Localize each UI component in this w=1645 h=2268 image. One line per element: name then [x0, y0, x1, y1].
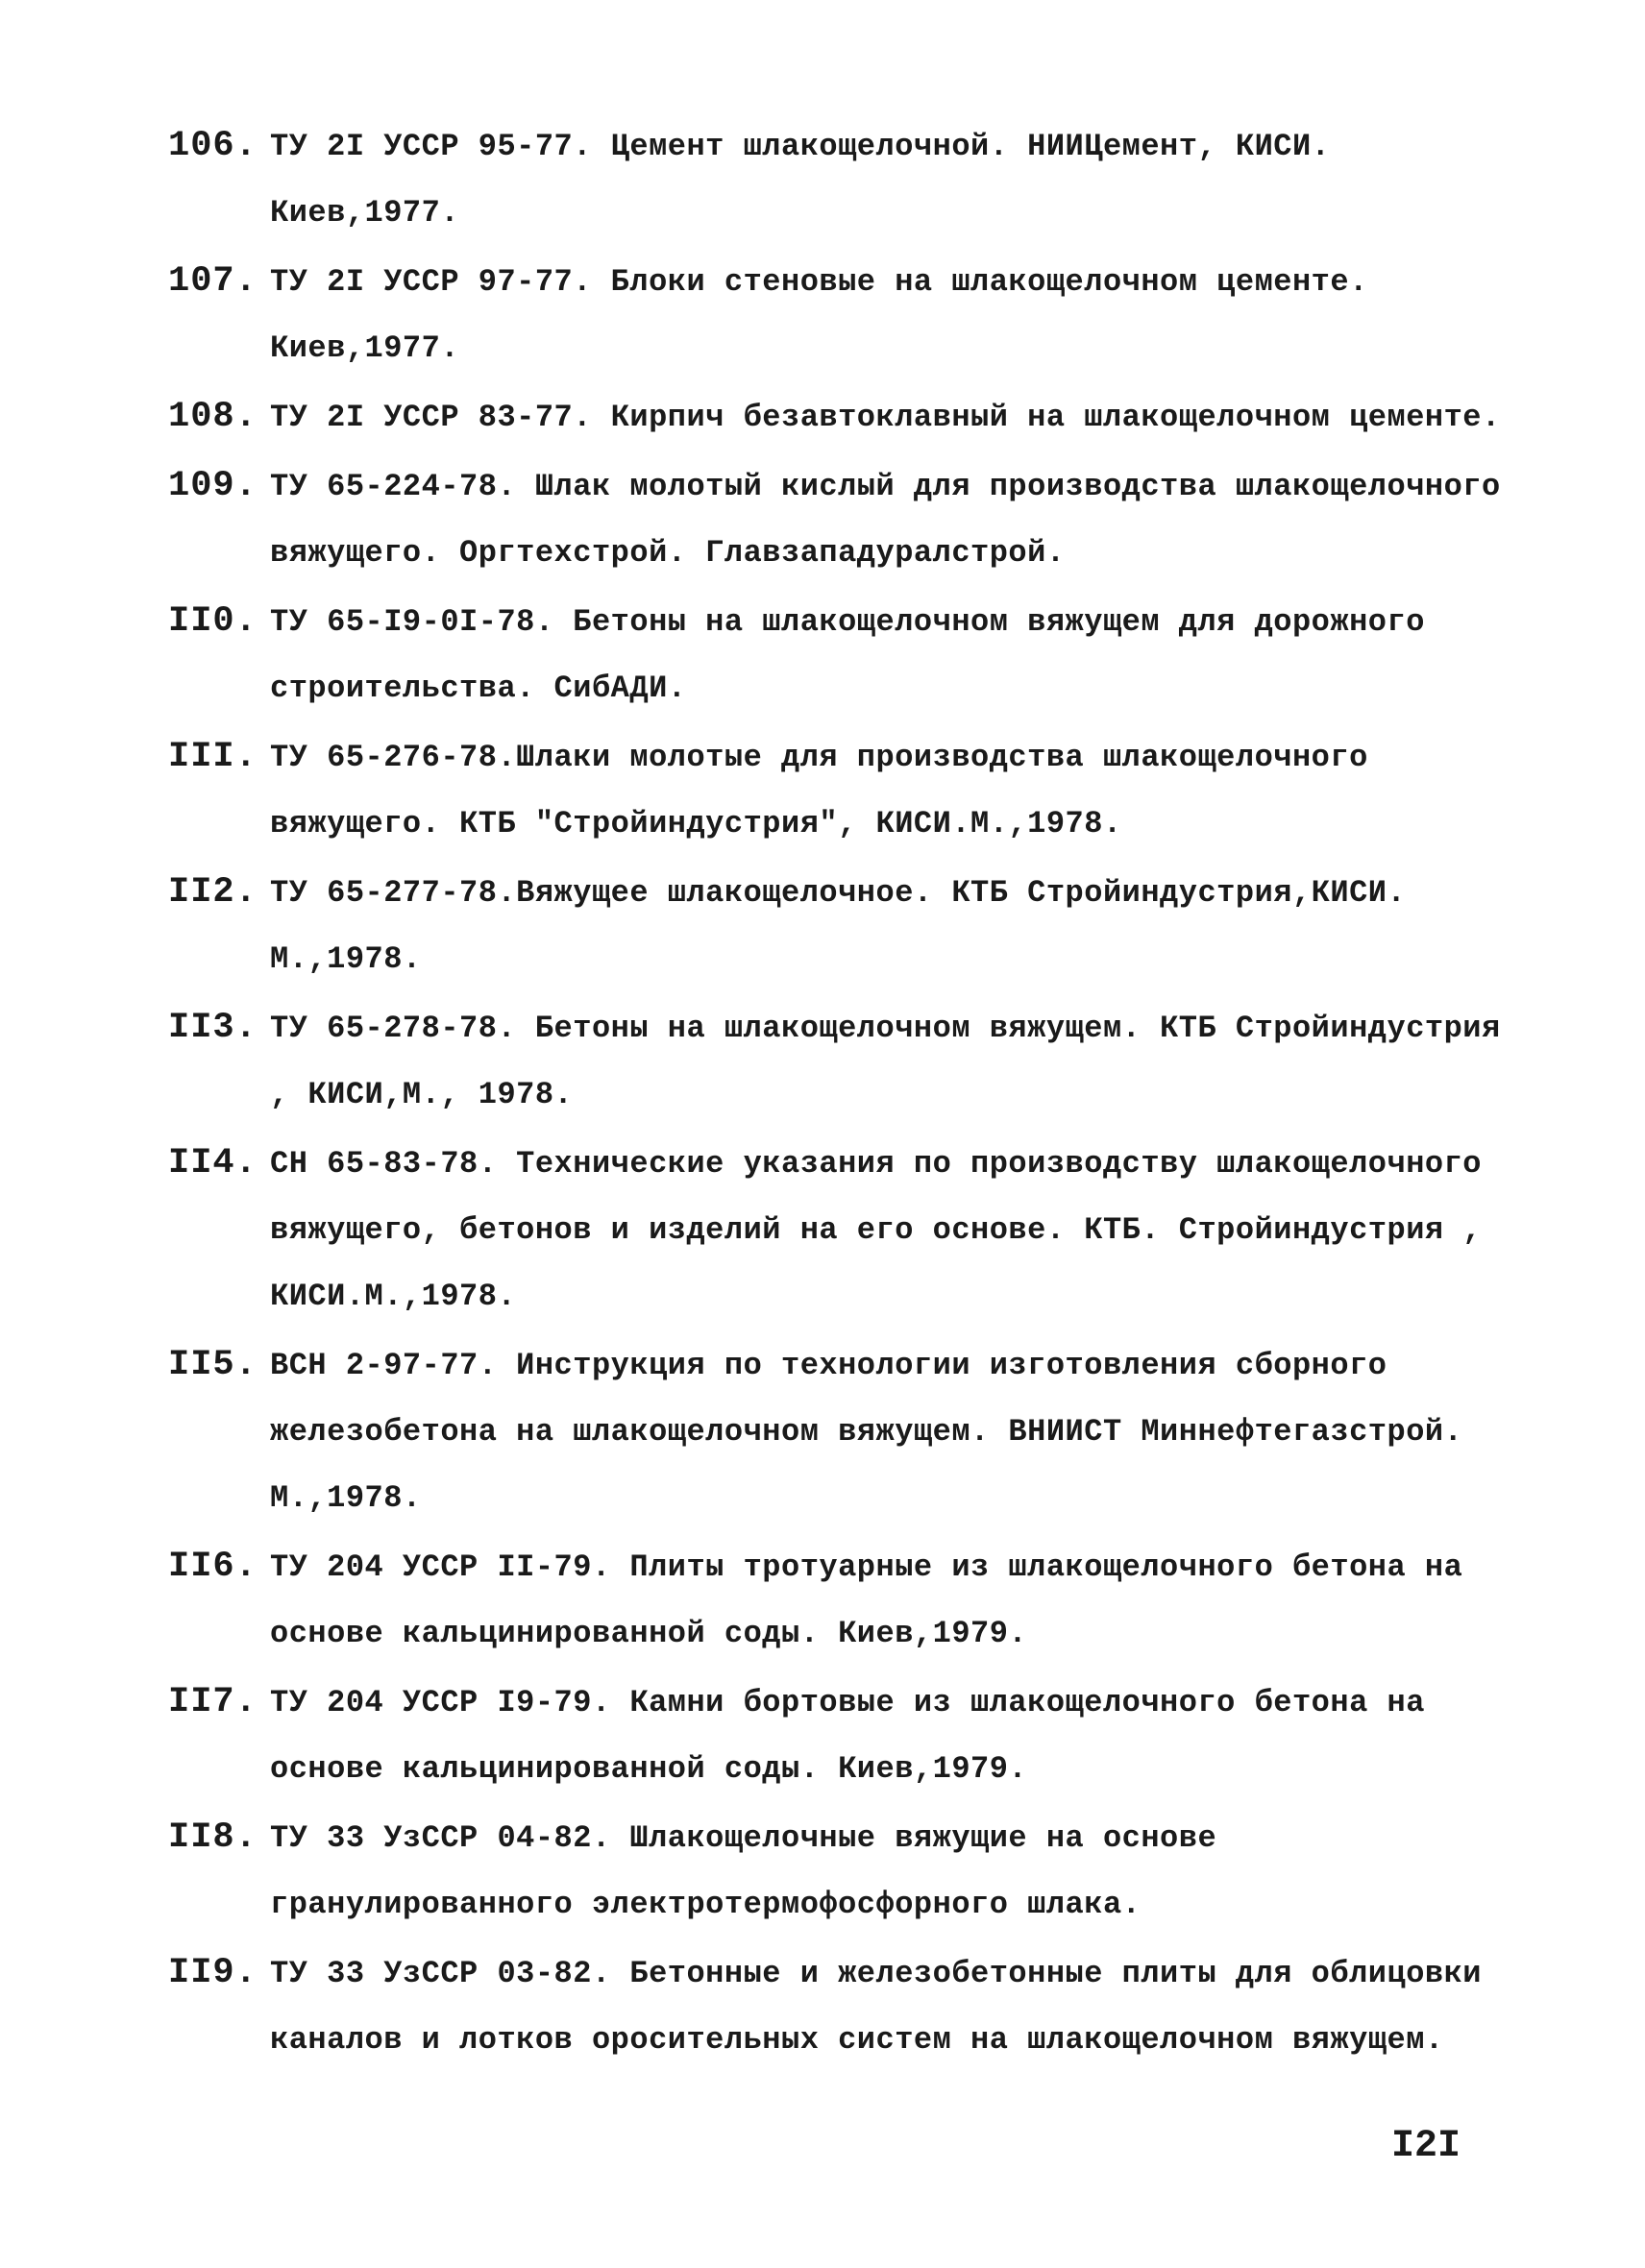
reference-number: II9. — [168, 1953, 258, 1993]
reference-text: ТУ 65-224-78. Шлак молотый кислый для производства шлакощелочного вяжущего. Оргтехстрой. Главзападуралстрой. — [270, 469, 1520, 571]
reference-text: ТУ 65-I9-0I-78. Бетоны на шлакощелочном вяжущем для дорожного строительства. СибАДИ. — [270, 604, 1444, 706]
reference-text: ТУ 2I УССР 95-77. Цемент шлакощелочной. НИИЦемент, КИСИ. Киев,1977. — [270, 129, 1350, 231]
reference-item — [168, 453, 1520, 586]
reference-number: 107. — [168, 261, 258, 302]
reference-text: СН 65-83-78. Технические указания по производству шлакощелочного вяжущего, бетонов и изделий на его основе. КТБ. Стройиндустрия , КИСИ.М.,1978. — [270, 1146, 1501, 1314]
reference-item — [168, 249, 1504, 381]
reference-number: III. — [168, 737, 258, 777]
reference-number: II3. — [168, 1008, 258, 1048]
reference-text: ТУ 33 УзССР 03-82. Бетонные и железобетонные плиты для облицовки каналов и лотков оросительных систем на шлакощелочном вяжущем. — [270, 1956, 1501, 2058]
reference-text: ТУ 2I УССР 97-77. Блоки стеновые на шлакощелочном цементе. Киев,1977. — [270, 264, 1387, 366]
reference-text: ТУ 33 УзССР 04-82. Шлакощелочные вяжущие на основе гранулированного электротермофосфорного шлака. — [270, 1820, 1236, 1922]
reference-number: 109. — [168, 466, 258, 506]
reference-text: ТУ 2I УССР 83-77. Кирпич безавтоклавный на шлакощелочном цементе. — [270, 400, 1501, 435]
reference-item — [168, 1332, 1504, 1531]
reference-list — [168, 113, 1520, 2076]
reference-text: ТУ 204 УССР II-79. Плиты тротуарные из шлакощелочного бетона на основе кальцинированной соды. Киев,1979. — [270, 1549, 1482, 1651]
reference-text: ТУ 65-277-78.Вяжущее шлакощелочное. КТБ Стройиндустрия,КИСИ. М.,1978. — [270, 875, 1425, 977]
reference-number: II6. — [168, 1547, 258, 1587]
reference-item — [168, 1670, 1504, 1802]
reference-item — [168, 1940, 1504, 2073]
reference-text: ТУ 204 УССР I9-79. Камни бортовые из шлакощелочного бетона на основе кальцинированной соды. Киев,1979. — [270, 1685, 1444, 1787]
reference-item — [168, 1534, 1504, 1667]
reference-text: ВСН 2-97-77. Инструкция по технологии изготовления сборного железобетона на шлакощелочном вяжущем. ВНИИСТ Миннефтегазстрой. М.,1978. — [270, 1348, 1482, 1516]
reference-text: ТУ 65-276-78.Шлаки молотые для производства шлакощелочного вяжущего. КТБ "Стройиндустрия", КИСИ.М.,1978. — [270, 740, 1387, 841]
reference-number: II0. — [168, 601, 258, 642]
reference-item — [168, 589, 1504, 721]
reference-item — [168, 384, 1504, 451]
reference-number: II2. — [168, 872, 258, 913]
reference-item — [168, 995, 1520, 1128]
reference-item — [168, 724, 1504, 857]
reference-number: 108. — [168, 397, 258, 437]
reference-item — [168, 1131, 1504, 1329]
page-number: I2I — [1391, 2125, 1461, 2168]
reference-text: ТУ 65-278-78. Бетоны на шлакощелочном вяжущем. КТБ Стройиндустрия , КИСИ,М., 1978. — [270, 1011, 1520, 1112]
reference-number: II5. — [168, 1345, 258, 1385]
reference-item — [168, 113, 1504, 246]
reference-item — [168, 1805, 1504, 1938]
reference-item — [168, 860, 1504, 992]
reference-number: 106. — [168, 126, 258, 166]
reference-number: II8. — [168, 1817, 258, 1858]
reference-number: II7. — [168, 1682, 258, 1722]
reference-number: II4. — [168, 1143, 258, 1183]
